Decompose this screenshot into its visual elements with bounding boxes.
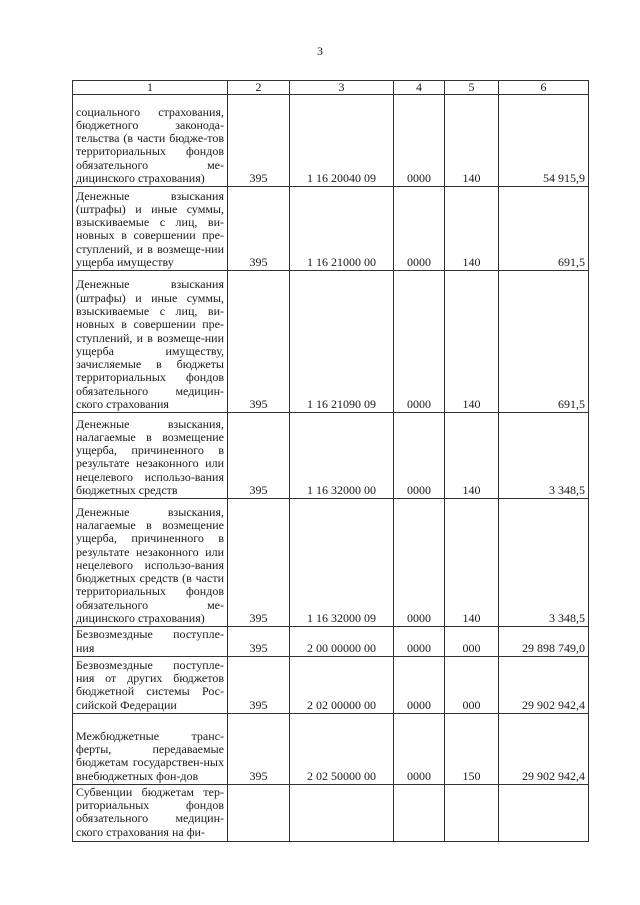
program-code <box>394 784 445 841</box>
row-name: Денежные взыскания (штрафы) и иные суммы, взыскиваемые с лиц, ви-новных в совершении пре-ступлений, и в возмеще-нии ущерба имуществу, зачисляемые в бюджеты территориальных фондов обязательного медицин-ского страхования <box>73 271 228 413</box>
page-number: 3 <box>317 44 323 58</box>
admin-code: 395 <box>228 271 290 413</box>
program-code: 0000 <box>394 627 445 657</box>
program-code: 0000 <box>394 271 445 413</box>
column-header: 6 <box>499 81 589 95</box>
budget-code: 2 02 00000 00 <box>290 656 394 713</box>
amount: 691,5 <box>499 271 589 413</box>
program-code: 0000 <box>394 713 445 784</box>
budget-code <box>290 784 394 841</box>
admin-code: 395 <box>228 499 290 627</box>
econ-code: 000 <box>445 627 499 657</box>
table-row <box>73 413 589 499</box>
amount: 29 902 942,4 <box>499 656 589 713</box>
admin-code: 395 <box>228 187 290 271</box>
budget-code: 2 00 00000 00 <box>290 627 394 657</box>
table-row <box>73 271 589 413</box>
column-header: 2 <box>228 81 290 95</box>
budget-code: 1 16 21000 00 <box>290 187 394 271</box>
budget-code: 2 02 50000 00 <box>290 713 394 784</box>
program-code: 0000 <box>394 413 445 499</box>
row-name: Денежные взыскания, налагаемые в возмещение ущерба, причиненного в результате незаконного или нецелевого использо-вания бюджетных средств <box>73 413 228 499</box>
econ-code <box>445 784 499 841</box>
table-row <box>73 627 589 657</box>
amount: 54 915,9 <box>499 95 589 187</box>
amount: 29 902 942,4 <box>499 713 589 784</box>
row-name: социального страхования, бюджетного законода-тельства (в части бюдже-тов территориальных фондов обязательного ме-дицинского страхования) <box>73 95 228 187</box>
admin-code: 395 <box>228 95 290 187</box>
table-row <box>73 713 589 784</box>
program-code: 0000 <box>394 187 445 271</box>
column-header: 3 <box>290 81 394 95</box>
budget-code: 1 16 32000 00 <box>290 413 394 499</box>
header-row <box>73 81 589 95</box>
row-name: Субвенции бюджетам тер-риториальных фондов обязательного медицин-ского страхования на фи- <box>73 784 228 841</box>
budget-code: 1 16 21090 09 <box>290 271 394 413</box>
amount: 691,5 <box>499 187 589 271</box>
budget-code: 1 16 32000 09 <box>290 499 394 627</box>
amount: 3 348,5 <box>499 413 589 499</box>
admin-code: 395 <box>228 627 290 657</box>
row-name: Денежные взыскания, налагаемые в возмещение ущерба, причиненного в результате незаконного или нецелевого использо-вания бюджетных средств (в части территориальных фондов обязательного ме-дицинского страхования) <box>73 499 228 627</box>
econ-code: 140 <box>445 271 499 413</box>
program-code: 0000 <box>394 499 445 627</box>
admin-code <box>228 784 290 841</box>
amount <box>499 784 589 841</box>
table-row <box>73 499 589 627</box>
column-header: 1 <box>73 81 228 95</box>
econ-code: 000 <box>445 656 499 713</box>
econ-code: 150 <box>445 713 499 784</box>
budget-code: 1 16 20040 09 <box>290 95 394 187</box>
budget-table <box>72 80 589 842</box>
program-code: 0000 <box>394 656 445 713</box>
row-name: Межбюджетные транс-ферты, передаваемые бюджетам государствен-ных внебюджетных фон-дов <box>73 713 228 784</box>
column-header: 5 <box>445 81 499 95</box>
column-header: 4 <box>394 81 445 95</box>
row-name: Безвозмездные поступле-ния <box>73 627 228 657</box>
amount: 3 348,5 <box>499 499 589 627</box>
table-row <box>73 784 589 841</box>
econ-code: 140 <box>445 499 499 627</box>
econ-code: 140 <box>445 95 499 187</box>
admin-code: 395 <box>228 656 290 713</box>
econ-code: 140 <box>445 413 499 499</box>
econ-code: 140 <box>445 187 499 271</box>
admin-code: 395 <box>228 713 290 784</box>
amount: 29 898 749,0 <box>499 627 589 657</box>
program-code: 0000 <box>394 95 445 187</box>
row-name: Денежные взыскания (штрафы) и иные суммы, взыскиваемые с лиц, ви-новных в совершении пре-ступлений, и в возмеще-нии ущерба имуществу <box>73 187 228 271</box>
table-row <box>73 187 589 271</box>
table-row <box>73 95 589 187</box>
row-name: Безвозмездные поступле-ния от других бюджетов бюджетной системы Рос-сийской Федерации <box>73 656 228 713</box>
table-row <box>73 656 589 713</box>
admin-code: 395 <box>228 413 290 499</box>
